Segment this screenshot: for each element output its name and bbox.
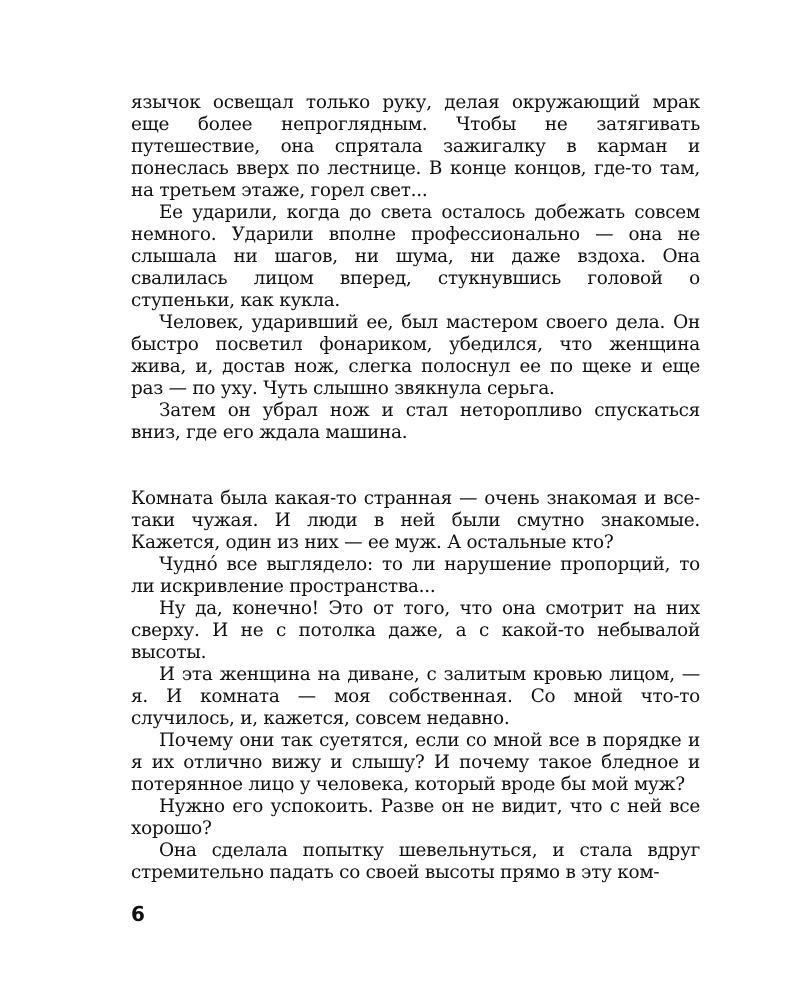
paragraph: язычок освещал только руку, делая окружающий мрак еще более непроглядным. Чтобы не затягивать путешествие, она спрятала зажигалку в карман и понеслась вверх по лестнице. В конце концов, где-то там, на третьем этаже, горел свет... [131, 92, 700, 201]
paragraph: Она сделала попытку шевельнуться, и стала вдруг стремительно падать со своей высоты прямо в эту ком- [131, 840, 700, 883]
paragraph: Нужно его успокоить. Разве он не видит, что с ней все хорошо? [131, 796, 700, 839]
paragraph: Ну да, конечно! Это от того, что она смотрит на них сверху. И не с потолка даже, а с какой-то небывалой высоты. [131, 598, 700, 663]
page-number: 6 [131, 902, 145, 926]
paragraph: Почему они так суетятся, если со мной все в порядке и я их отлично вижу и слышу? И почему такое бледное и потерянное лицо у человека, который вроде бы мой муж? [131, 730, 700, 795]
paragraph: Затем он убрал нож и стал неторопливо спускаться вниз, где его ждала машина. [131, 400, 700, 443]
section-break [131, 444, 700, 488]
paragraph: Ее ударили, когда до света осталось добежать совсем немного. Ударили вполне профессионально — она не слышала ни шагов, ни шума, ни даже вздоха. Она свалилась лицом вперед, стукнувшись головой о ступеньки, как кукла. [131, 202, 700, 311]
paragraph: И эта женщина на диване, с залитым кровью лицом, — я. И комната — моя собственная. Со мной что-то случилось, и, кажется, совсем недавно. [131, 664, 700, 729]
paragraph: Комната была какая-то странная — очень знакомая и все-таки чужая. И люди в ней были смутно знакомые. Кажется, один из них — ее муж. А остальные кто? [131, 488, 700, 553]
paragraph: Человек, ударивший ее, был мастером своего дела. Он быстро посветил фонариком, убедился, что женщина жива, и, достав нож, слегка полоснул ее по щеке и еще раз — по уху. Чуть слышно звякнула серьга. [131, 312, 700, 399]
page-body [131, 92, 700, 884]
paragraph: Чуднó все выглядело: то ли нарушение пропорций, то ли искривление пространства... [131, 554, 700, 597]
